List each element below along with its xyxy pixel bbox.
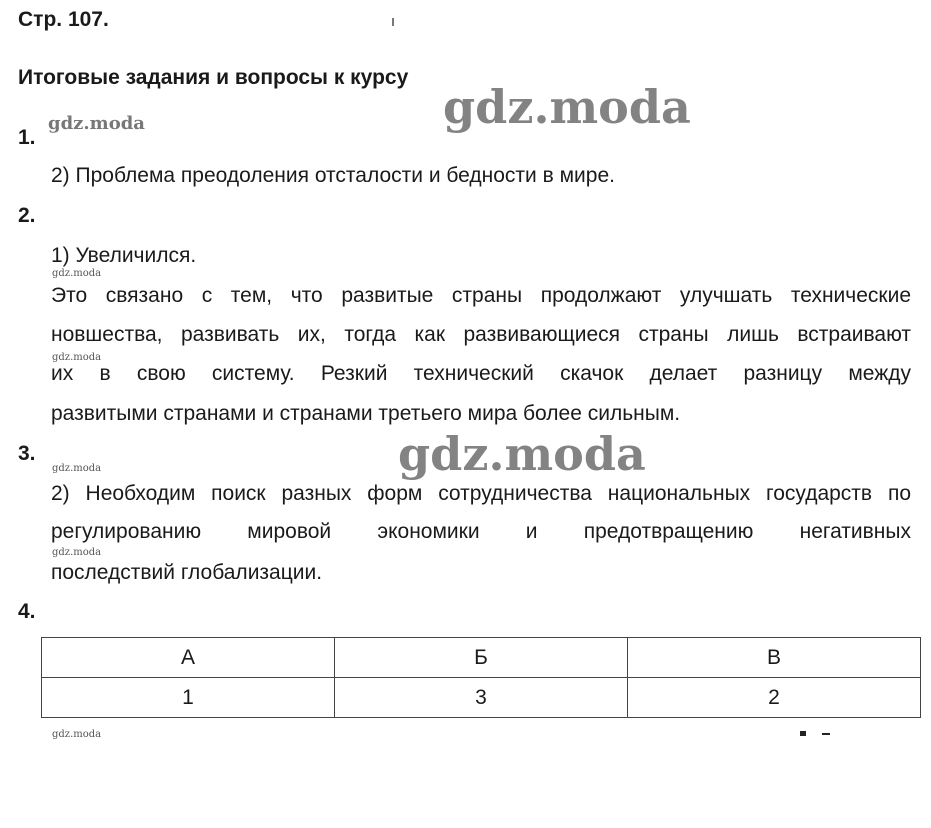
watermark-small: gdz.moda bbox=[52, 463, 102, 474]
answer-line: регулированию мировой экономики и предотвращению негативных bbox=[51, 520, 911, 543]
table-header-cell: А bbox=[42, 638, 335, 678]
watermark-large: gdz.moda bbox=[443, 80, 691, 134]
table-row bbox=[42, 678, 921, 718]
watermark-small: gdz.moda bbox=[52, 547, 102, 558]
page-label: Стр. 107. bbox=[18, 8, 109, 31]
section-title: Итоговые задания и вопросы к курсу bbox=[18, 66, 409, 89]
answer-line: последствий глобализации. bbox=[51, 561, 323, 584]
watermark-large: gdz.moda bbox=[398, 427, 646, 481]
explanation-line: новшества, развивать их, тогда как развивающиеся страны лишь встраивают bbox=[51, 323, 911, 346]
table-header-cell: Б bbox=[335, 638, 628, 678]
explanation-line: развитыми странами и странами третьего мира более сильным. bbox=[51, 402, 681, 425]
table-header-cell: В bbox=[628, 638, 921, 678]
watermark-small: gdz.moda bbox=[52, 268, 102, 279]
scan-mark bbox=[822, 733, 830, 735]
answer-text: 2) Проблема преодоления отсталости и бедности в мире. bbox=[51, 164, 615, 187]
answer-table bbox=[41, 637, 921, 718]
table-cell: 1 bbox=[42, 678, 335, 718]
watermark-medium: gdz.moda bbox=[48, 113, 145, 134]
answer-text: 1) Увеличился. bbox=[51, 244, 197, 267]
question-number: 2. bbox=[18, 204, 36, 227]
explanation-line: их в свою систему. Резкий технический скачок делает разницу между bbox=[51, 362, 911, 385]
table-cell: 2 bbox=[628, 678, 921, 718]
question-number: 1. bbox=[18, 126, 36, 149]
table-cell: 3 bbox=[335, 678, 628, 718]
table-header-row bbox=[42, 638, 921, 678]
scan-mark bbox=[392, 18, 394, 26]
answer-line: 2) Необходим поиск разных форм сотрудничества национальных государств по bbox=[51, 482, 911, 505]
question-number: 3. bbox=[18, 442, 36, 465]
watermark-small: gdz.moda bbox=[52, 352, 102, 363]
explanation-line: Это связано с тем, что развитые страны продолжают улучшать технические bbox=[51, 284, 911, 307]
question-number: 4. bbox=[18, 600, 36, 623]
scan-mark bbox=[800, 731, 806, 736]
watermark-small: gdz.moda bbox=[52, 729, 102, 740]
